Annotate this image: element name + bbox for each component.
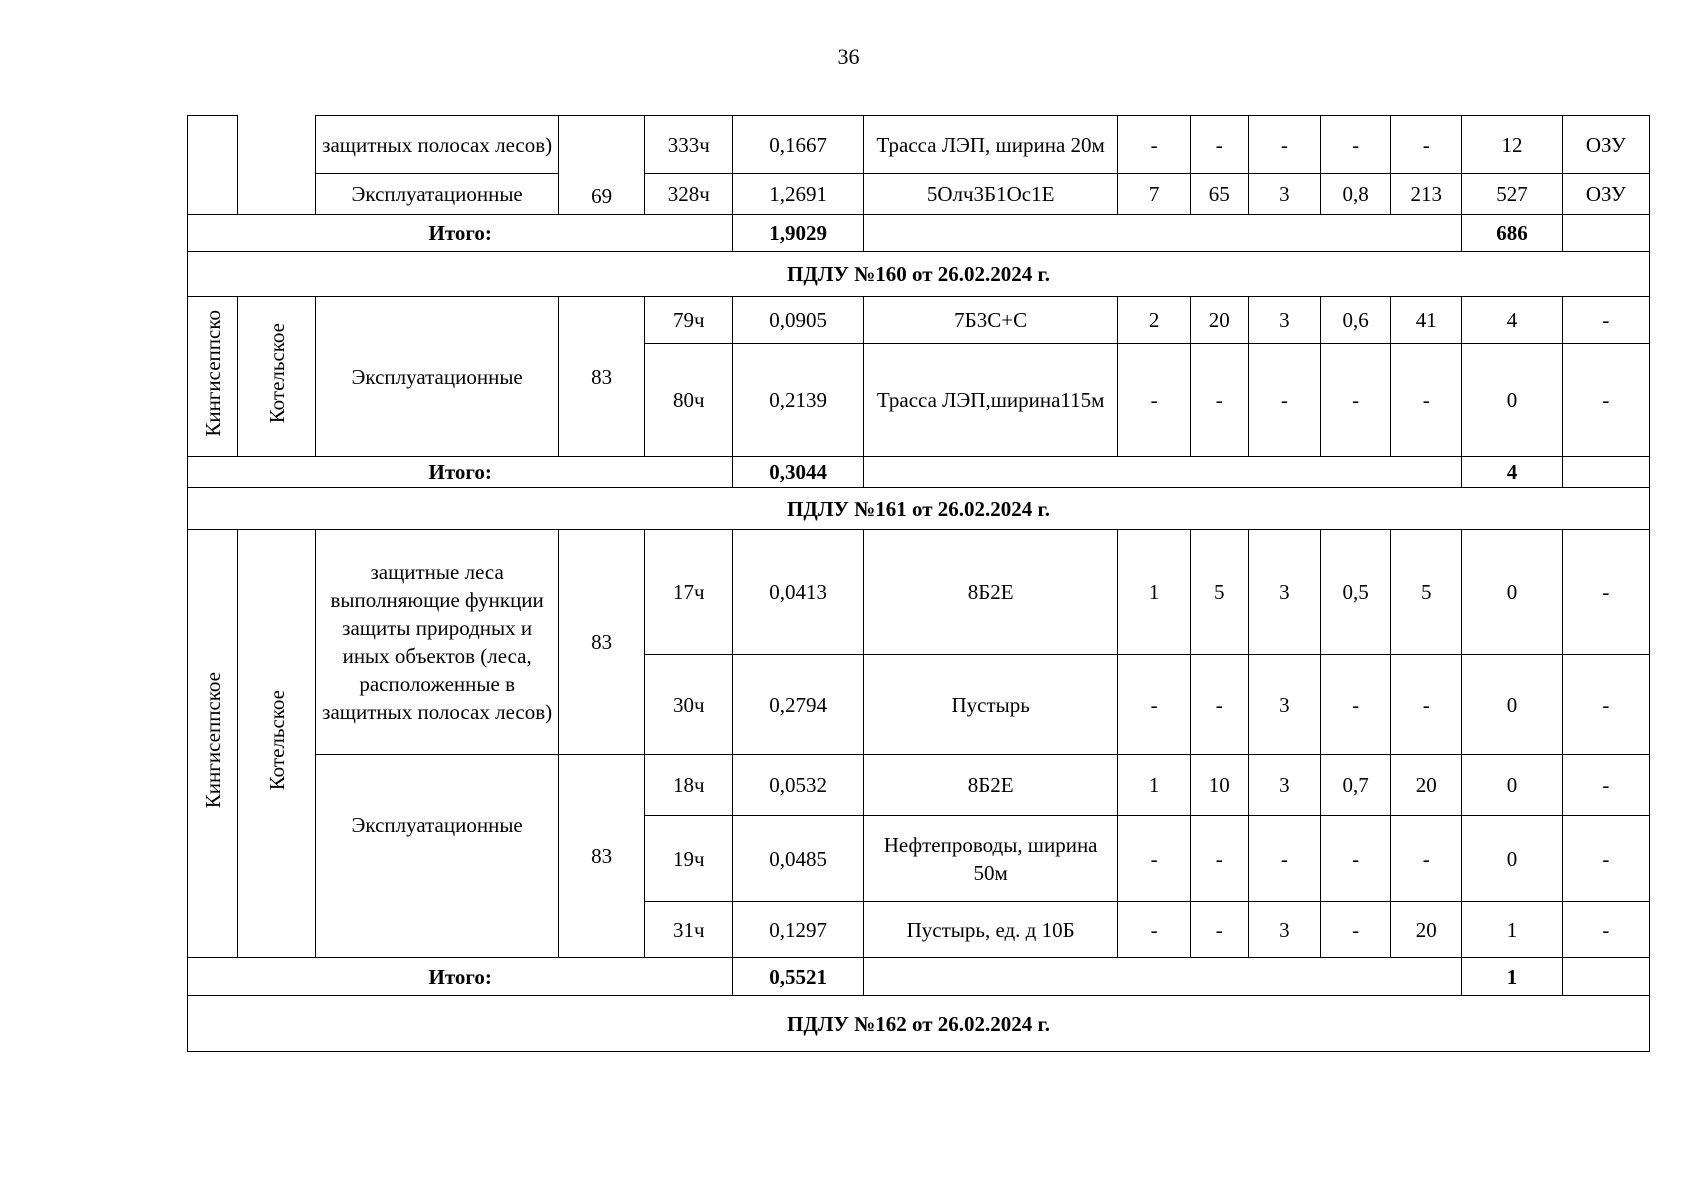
plot-cell: 79ч (645, 297, 733, 344)
value-cell: 5 (1190, 530, 1248, 655)
value-cell: - (1190, 344, 1248, 457)
note-cell: ОЗУ (1562, 116, 1649, 174)
total-note (1562, 215, 1649, 252)
table-row (188, 755, 1650, 816)
forestry-cell (238, 297, 316, 457)
value-cell: - (1190, 655, 1248, 755)
value-cell: - (1321, 816, 1391, 902)
table-row (188, 116, 1650, 174)
composition-cell: Трасса ЛЭП,ширина115м (863, 344, 1118, 457)
total-spacer (863, 215, 1462, 252)
value-cell: 1 (1118, 755, 1190, 816)
forestry-cell (238, 530, 316, 958)
value-cell: 0,5 (1321, 530, 1391, 655)
volume-cell: 0 (1462, 344, 1562, 457)
volume-cell: 0 (1462, 655, 1562, 755)
forest-plots-table (187, 115, 1650, 1052)
value-cell: 0,6 (1321, 297, 1391, 344)
total-note (1562, 457, 1649, 488)
forestry-cell (238, 116, 316, 215)
area-cell: 0,0532 (733, 755, 863, 816)
composition-cell: 8Б2Е (863, 755, 1118, 816)
composition-cell: 7Б3С+С (863, 297, 1118, 344)
value-cell: - (1118, 344, 1190, 457)
value-cell: - (1321, 116, 1391, 174)
total-label: Итого: (188, 215, 733, 252)
value-cell: 10 (1190, 755, 1248, 816)
composition-cell: Пустырь (863, 655, 1118, 755)
total-row (188, 457, 1650, 488)
value-cell: - (1118, 902, 1190, 958)
value-cell: 3 (1248, 655, 1320, 755)
page-number: 36 (837, 44, 860, 69)
value-cell: 20 (1391, 902, 1462, 958)
total-volume: 4 (1462, 457, 1562, 488)
district-cell (188, 530, 238, 958)
area-cell: 0,0485 (733, 816, 863, 902)
value-cell: 3 (1248, 530, 1320, 655)
value-cell: 0,7 (1321, 755, 1391, 816)
volume-cell: 12 (1462, 116, 1562, 174)
area-cell: 0,2139 (733, 344, 863, 457)
total-area: 1,9029 (733, 215, 863, 252)
plot-cell: 31ч (645, 902, 733, 958)
value-cell: 3 (1248, 174, 1320, 215)
value-cell: 2 (1118, 297, 1190, 344)
quarter-cell: 83 (558, 755, 644, 958)
category-cell: Эксплуатационные (316, 174, 559, 215)
section-header-row (188, 252, 1650, 297)
value-cell: 20 (1190, 297, 1248, 344)
total-spacer (863, 457, 1462, 488)
value-cell: 0,8 (1321, 174, 1391, 215)
composition-cell: 5Олч3Б1Ос1Е (863, 174, 1118, 215)
volume-cell: 527 (1462, 174, 1562, 215)
note-cell: - (1562, 655, 1649, 755)
total-row (188, 215, 1650, 252)
note-cell: - (1562, 530, 1649, 655)
plot-cell: 17ч (645, 530, 733, 655)
forestry-label: Котельское (264, 689, 289, 791)
composition-cell: Пустырь, ед. д 10Б (863, 902, 1118, 958)
value-cell: - (1248, 816, 1320, 902)
plot-cell: 30ч (645, 655, 733, 755)
district-cell (188, 297, 238, 457)
value-cell: - (1118, 816, 1190, 902)
area-cell: 0,1667 (733, 116, 863, 174)
value-cell: - (1391, 344, 1462, 457)
section-title: ПДЛУ №162 от 26.02.2024 г. (188, 996, 1650, 1052)
category-cell: Эксплуатационные (316, 297, 559, 457)
composition-cell: Трасса ЛЭП, ширина 20м (863, 116, 1118, 174)
total-area: 0,5521 (733, 958, 863, 996)
plot-cell: 80ч (645, 344, 733, 457)
value-cell: 3 (1248, 297, 1320, 344)
value-cell: - (1190, 816, 1248, 902)
area-cell: 0,0905 (733, 297, 863, 344)
section-title: ПДЛУ №161 от 26.02.2024 г. (188, 488, 1650, 530)
district-label: Кингисеппское (200, 671, 225, 809)
volume-cell: 0 (1462, 816, 1562, 902)
total-row (188, 958, 1650, 996)
plot-cell: 328ч (645, 174, 733, 215)
value-cell: 3 (1248, 755, 1320, 816)
volume-cell: 1 (1462, 902, 1562, 958)
plot-cell: 333ч (645, 116, 733, 174)
district-label: Кингисеппско (200, 309, 225, 437)
note-cell: ОЗУ (1562, 174, 1649, 215)
category-cell: Эксплуатационные (316, 755, 559, 958)
area-cell: 0,1297 (733, 902, 863, 958)
area-cell: 1,2691 (733, 174, 863, 215)
total-spacer (863, 958, 1462, 996)
value-cell: - (1321, 344, 1391, 457)
value-cell: - (1321, 902, 1391, 958)
total-volume: 686 (1462, 215, 1562, 252)
note-cell: - (1562, 297, 1649, 344)
value-cell: 5 (1391, 530, 1462, 655)
value-cell: - (1391, 816, 1462, 902)
section-header-row (188, 996, 1650, 1052)
value-cell: 213 (1391, 174, 1462, 215)
composition-cell: 8Б2Е (863, 530, 1118, 655)
total-volume: 1 (1462, 958, 1562, 996)
note-cell: - (1562, 344, 1649, 457)
district-cell (188, 116, 238, 215)
volume-cell: 0 (1462, 755, 1562, 816)
value-cell: 20 (1391, 755, 1462, 816)
value-cell: - (1391, 116, 1462, 174)
value-cell: 65 (1190, 174, 1248, 215)
table-row (188, 174, 1650, 215)
value-cell: - (1391, 655, 1462, 755)
value-cell: 3 (1248, 902, 1320, 958)
table-row (188, 530, 1650, 655)
plot-cell: 19ч (645, 816, 733, 902)
total-area: 0,3044 (733, 457, 863, 488)
value-cell: 7 (1118, 174, 1190, 215)
quarter-cell: 83 (558, 530, 644, 755)
value-cell: - (1118, 655, 1190, 755)
volume-cell: 0 (1462, 530, 1562, 655)
category-cell: защитные леса выполняющие функции защиты природных и иных объектов (леса, расположенные в защитных полосах лесов) (316, 530, 559, 755)
section-title: ПДЛУ №160 от 26.02.2024 г. (188, 252, 1650, 297)
quarter-cell: 69 (558, 116, 644, 215)
area-cell: 0,0413 (733, 530, 863, 655)
section-header-row (188, 488, 1650, 530)
value-cell: 1 (1118, 530, 1190, 655)
area-cell: 0,2794 (733, 655, 863, 755)
volume-cell: 4 (1462, 297, 1562, 344)
note-cell: - (1562, 902, 1649, 958)
value-cell: 41 (1391, 297, 1462, 344)
total-label: Итого: (188, 457, 733, 488)
plot-cell: 18ч (645, 755, 733, 816)
category-cell: защитных полосах лесов) (316, 116, 559, 174)
note-cell: - (1562, 816, 1649, 902)
composition-cell: Нефтепроводы, ширина 50м (863, 816, 1118, 902)
note-cell: - (1562, 755, 1649, 816)
value-cell: - (1190, 116, 1248, 174)
forestry-label: Котельское (264, 322, 289, 424)
total-label: Итого: (188, 958, 733, 996)
total-note (1562, 958, 1649, 996)
value-cell: - (1118, 116, 1190, 174)
value-cell: - (1321, 655, 1391, 755)
table-row (188, 297, 1650, 344)
value-cell: - (1248, 344, 1320, 457)
quarter-cell: 83 (558, 297, 644, 457)
value-cell: - (1190, 902, 1248, 958)
value-cell: - (1248, 116, 1320, 174)
